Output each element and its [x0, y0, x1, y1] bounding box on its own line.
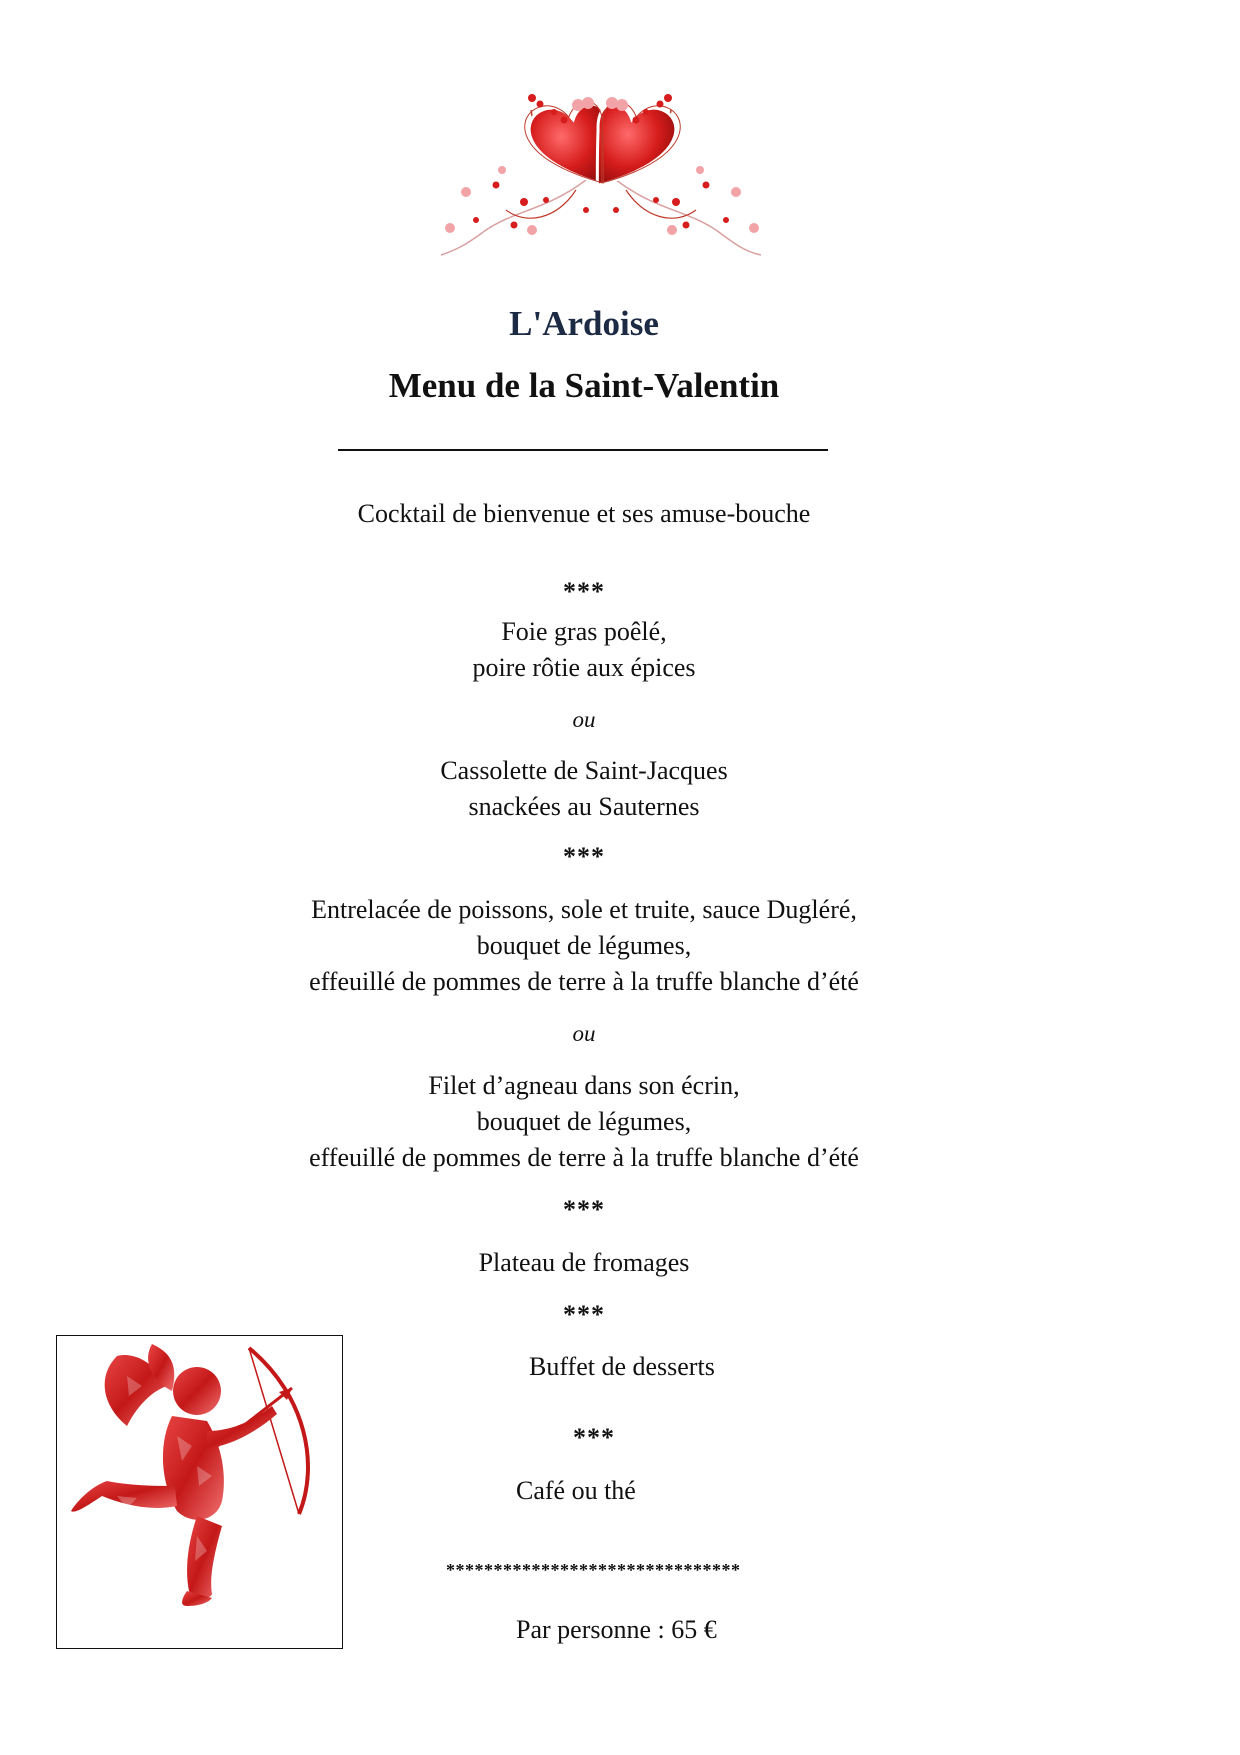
main-2-line-1: Filet d’agneau dans son écrin,	[428, 1071, 740, 1100]
starter-2-line-2: snackées au Sauternes	[468, 792, 700, 821]
main-2-line-2: bouquet de légumes,	[476, 1107, 692, 1136]
main-2-line-3: effeuillé de pommes de terre à la truffe blanche d’été	[309, 1143, 859, 1172]
course-separator: ***	[563, 1195, 605, 1224]
starter-1-line-1: Foie gras poêlé,	[501, 617, 667, 646]
main-1-line-3: effeuillé de pommes de terre à la truffe blanche d’été	[309, 967, 859, 996]
drink-course: Café ou thé	[516, 1476, 636, 1505]
cheese-course: Plateau de fromages	[478, 1248, 690, 1277]
cupid-image-frame	[56, 1335, 343, 1649]
or-word: ou	[572, 1021, 596, 1046]
cupid-archer-icon	[57, 1336, 341, 1647]
double-heart-ornament-icon	[436, 80, 766, 265]
price-per-person: Par personne : 65 €	[516, 1615, 717, 1644]
starter-2-line-1: Cassolette de Saint-Jacques	[440, 756, 728, 785]
title-divider	[338, 449, 828, 451]
starter-1-line-2: poire rôtie aux épices	[472, 653, 696, 682]
main-1-line-2: bouquet de légumes,	[476, 931, 692, 960]
restaurant-name: L'Ardoise	[509, 304, 659, 343]
welcome-cocktail: Cocktail de bienvenue et ses amuse-bouche	[357, 499, 811, 528]
main-1-line-1: Entrelacée de poissons, sole et truite, sauce Dugléré,	[311, 895, 857, 924]
stars-divider: *******************************	[446, 1560, 741, 1580]
course-separator: ***	[563, 842, 605, 871]
course-separator: ***	[563, 577, 605, 606]
dessert-course: Buffet de desserts	[529, 1352, 715, 1381]
course-separator: ***	[563, 1300, 605, 1329]
or-word: ou	[572, 707, 596, 732]
menu-title: Menu de la Saint-Valentin	[388, 366, 780, 405]
course-separator: ***	[573, 1423, 615, 1452]
